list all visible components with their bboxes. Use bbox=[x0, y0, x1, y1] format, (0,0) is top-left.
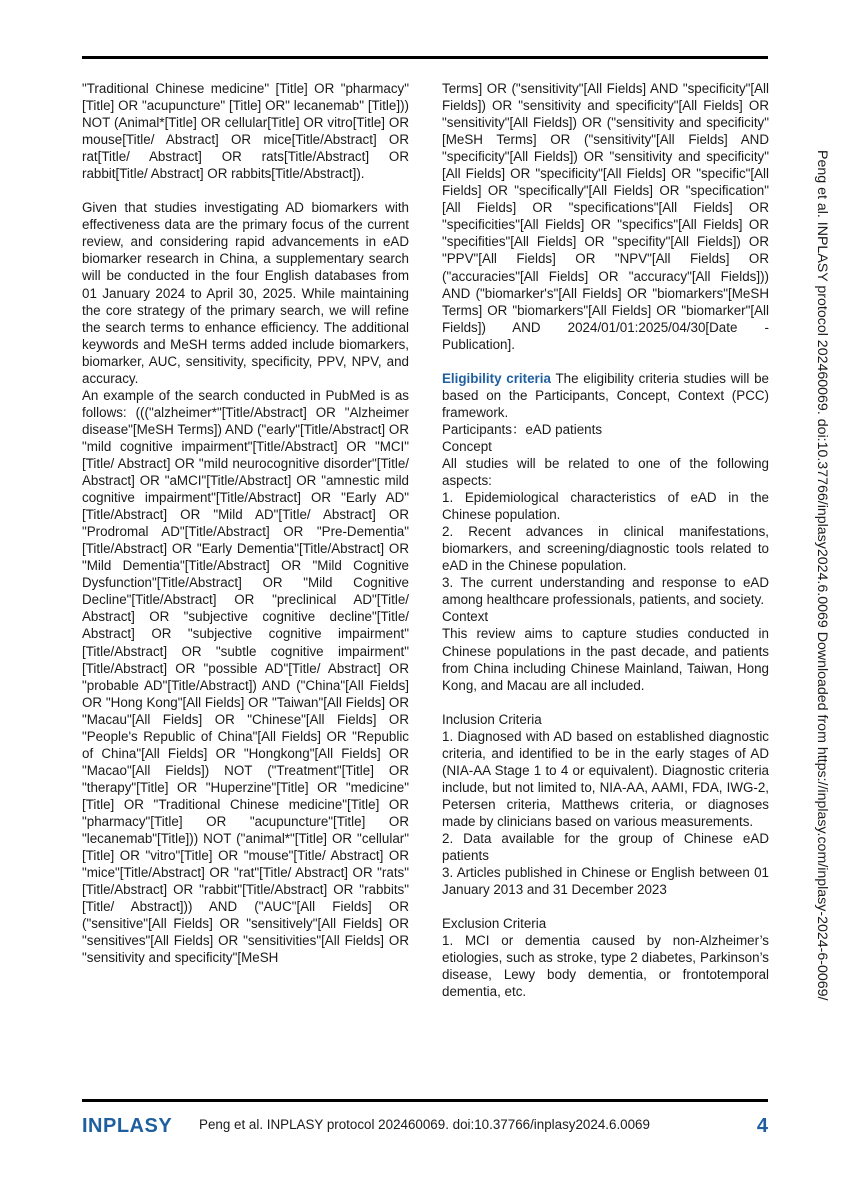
eligibility-paragraph bbox=[442, 370, 769, 421]
inclusion-item: 2. Data available for the group of Chinese eAD patients bbox=[442, 830, 769, 864]
eligibility-text: The eligibility criteria studies will be based on the Participants, Concept, Context (PCC) framework. bbox=[442, 370, 769, 420]
top-rule bbox=[82, 56, 768, 59]
search-string-continued: "Traditional Chinese medicine" [Title] OR "pharmacy" [Title] OR "acupuncture" [Title] OR" lecanemab" [Title])) NOT (Animal*[Title] OR cellular[Title] OR vitro[Title] OR mouse[Title/ Abstract] OR mice[Title/Abstract] OR rat[Title/ Abstract] OR rats[Title/Abstract] OR rabbit[Title/ Abstract] OR rabbits[Title/Abstract]). bbox=[82, 81, 409, 182]
eligibility-heading: Eligibility criteria bbox=[442, 370, 551, 386]
inplasy-logo: INPLASY bbox=[82, 1115, 173, 1137]
page-number: 4 bbox=[756, 1115, 768, 1137]
concept-item: 3. The current understanding and response to eAD among healthcare professionals, patients, and society. bbox=[442, 575, 769, 608]
pubmed-search-example: An example of the search conducted in PubMed is as follows: ((("alzheimer*"[Title/Abstract] OR "Alzheimer disease"[MeSH Terms]) AND ("early"[Title/Abstract] OR "mild cognitive impairment"[Title/Abstract] OR "MCI"[Title/ Abstract] OR "mild neurocognitive disorder"[Title/ Abstract] OR "aMCI"[Title/Abstract] OR "amnestic mild cognitive impairment"[Title/Abstract] OR "Early AD"[Title/Abstract] OR "Mild AD"[Title/ Abstract] OR "Prodromal AD"[Title/Abstract] OR "Pre-Dementia"[Title/Abstract] OR "Early Dementia"[Title/Abstract] OR "Mild Dementia"[Title/Abstract] OR "Mild Cognitive Dysfunction"[Title/Abstract] OR "Mild Cognitive Decline"[Title/Abstract] OR "preclinical AD"[Title/ Abstract] OR "subjective cognitive decline"[Title/ Abstract] OR "subjective cognitive impairment"[Title/Abstract] OR "subtle cognitive impairment"[Title/Abstract] OR "possible AD"[Title/ Abstract] OR "probable AD"[Title/Abstract]) AND ("China"[All Fields] OR "Hong Kong"[All Fields] OR "Taiwan"[All Fields] OR "Macau"[All Fields] OR "Chinese"[All Fields] OR "People's Republic of China"[All Fields] OR "Republic of China"[All Fields] OR "Hongkong"[All Fields] OR "Macao"[All Fields]) NOT ("Treatment"[Title] OR "therapy"[Title] OR "Huperzine"[Title] OR "medicine"[Title] OR "Traditional Chinese medicine"[Title] OR "pharmacy"[Title] OR "acupuncture"[Title] OR "lecanemab"[Title])) NOT ("animal*"[Title] OR "cellular"[Title] OR "vitro"[Title] OR "mouse"[Title/ Abstract] OR "mice"[Title/Abstract] OR "rat"[Title/ Abstract] OR "rats"[Title/Abstract] OR "rabbit"[Title/Abstract] OR "rabbits"[Title/ Abstract])) AND ("AUC"[All Fields] OR ("sensitive"[All Fields] OR "sensitively"[All Fields] OR "sensitives"[All Fields] OR "sensitivities"[All Fields] OR "sensitivity and specificity"[MeSH bbox=[82, 387, 409, 966]
inclusion-item: 3. Articles published in Chinese or English between 01 January 2013 and 31 December 2023 bbox=[442, 865, 769, 898]
supplementary-search-paragraph: Given that studies investigating AD biomarkers with effectiveness data are the primary focus of the current review, and considering rapid advancements in eAD biomarker research in China, a supplementary search will be conducted in the four English databases from 01 January 2024 to April 30, 2025. While maintaining the core strategy of the primary search, we will refine the search terms to enhance efficiency. The additional keywords and MeSH terms added include biomarkers, biomarker, AUC, sensitivity, specificity, PPV, NPV, and accuracy. bbox=[82, 200, 409, 386]
concept-item: 2. Recent advances in clinical manifestations, biomarkers, and screening/diagnostic tools related to eAD in the Chinese population. bbox=[442, 524, 769, 574]
footer-citation: Peng et al. INPLASY protocol 202460069. doi:10.37766/inplasy2024.6.0069 bbox=[199, 1117, 650, 1132]
inclusion-label: Inclusion Criteria bbox=[442, 711, 542, 727]
left-column bbox=[82, 80, 409, 966]
bottom-rule bbox=[82, 1099, 768, 1102]
search-string-end: Terms] OR ("sensitivity"[All Fields] AND "specificity"[All Fields]) OR "sensitivity and specificity"[All Fields] OR "sensitivity"[All Fields]) OR ("sensitivity and specificity"[MeSH Terms] OR ("sensitivity"[All Fields] AND "specificity"[All Fields]) OR "sensitivity and specificity"[All Fields] OR "specificity"[All Fields] OR "specific"[All Fields] OR "specifically"[All Fields] OR "specification"[All Fields] OR "specifications"[All Fields] OR "specificities"[All Fields] OR "specifics"[All Fields] OR "specifities"[All Fields] OR "specifity"[All Fields]) OR "PPV"[All Fields] OR "NPV"[All Fields] OR ("accuracies"[All Fields] OR "accuracy"[All Fields])) AND ("biomarker's"[All Fields] OR "biomarkers"[MeSH Terms] OR "biomarkers"[All Fields] OR "biomarker"[All Fields]) AND 2024/01/01:2025/04/30[Date - Publication]. bbox=[442, 81, 769, 352]
side-download-notice: Peng et al. INPLASY protocol 202460069. doi:10.37766/inplasy2024.6.0069 Downloaded from https://inplasy.com/inplasy-2024-6-0069/ bbox=[814, 150, 830, 1001]
concept-item: 1. Epidemiological characteristics of eAD in the Chinese population. bbox=[442, 490, 769, 523]
concept-label: Concept bbox=[442, 438, 492, 454]
context-label: Context bbox=[442, 609, 489, 625]
concept-intro: All studies will be related to one of the following aspects: bbox=[442, 455, 769, 489]
exclusion-label: Exclusion Criteria bbox=[442, 916, 547, 932]
right-column bbox=[442, 80, 769, 1000]
participants-line: Participants：eAD patients bbox=[442, 421, 603, 437]
context-text: This review aims to capture studies conducted in Chinese populations in the past decade, and patients from China including Chinese Mainland, Taiwan, Hong Kong, and Macau are all included. bbox=[442, 626, 769, 693]
inclusion-item: 1. Diagnosed with AD based on established diagnostic criteria, and identified to be in the early stages of AD (NIA-AA Stage 1 to 4 or equivalent). Diagnostic criteria include, but not limited to, NIA-AA, AAMI, FDA, IWG-2, Petersen criteria, Matthews criteria, or diagnoses made by clinicians based on various measurements. bbox=[442, 728, 769, 829]
exclusion-item: 1. MCI or dementia caused by non-Alzheimer’s etiologies, such as stroke, type 2 diabetes, Parkinson’s disease, Lewy body dementia, or frontotemporal dementia, etc. bbox=[442, 933, 769, 1000]
